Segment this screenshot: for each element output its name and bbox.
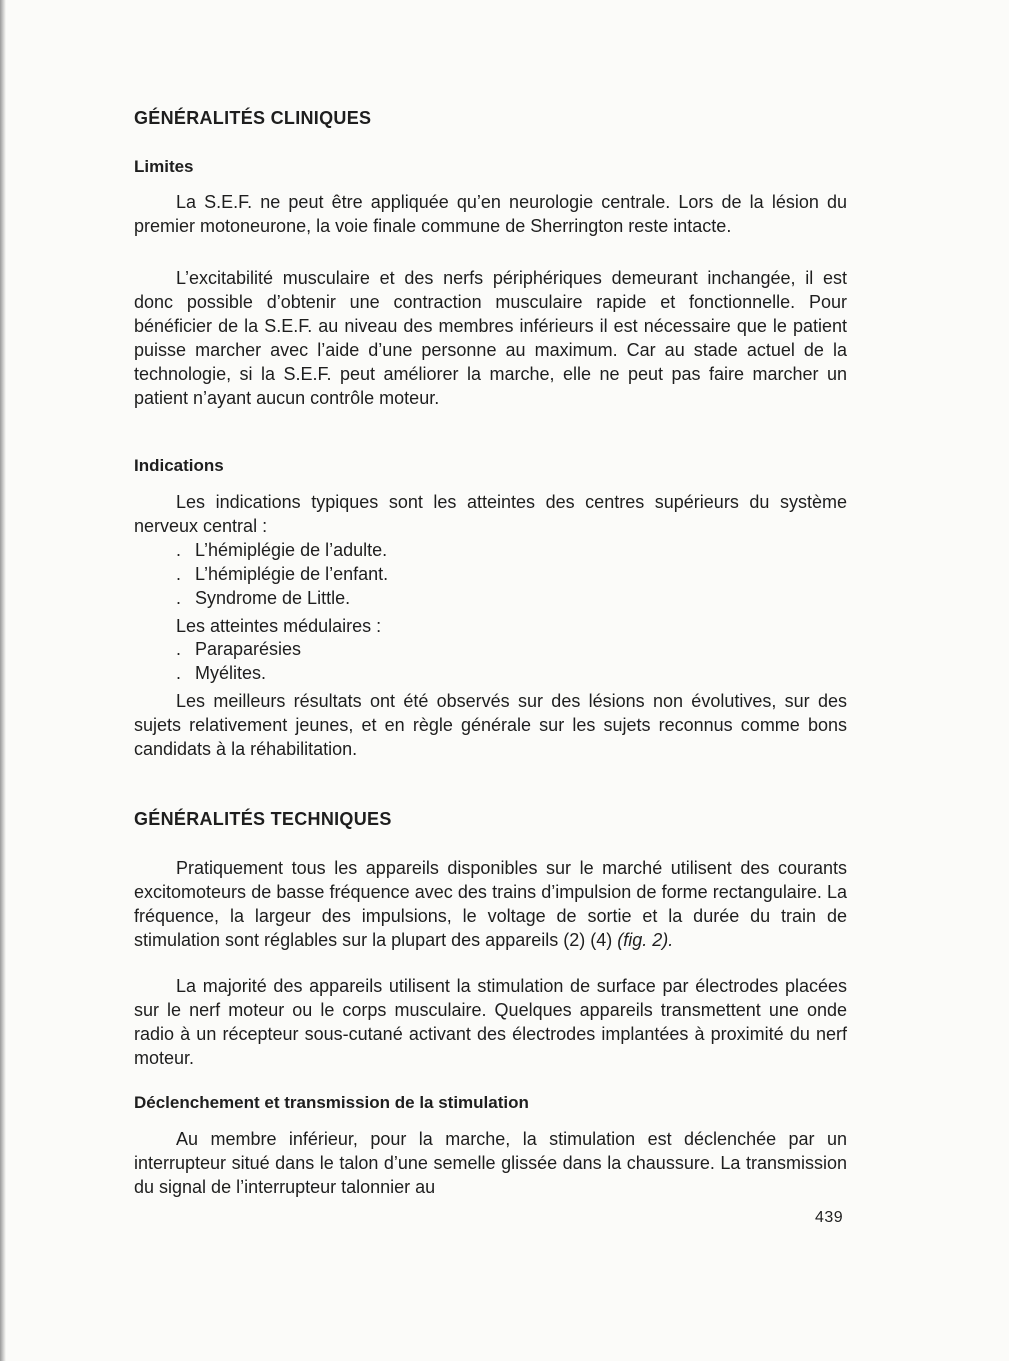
section-title-generalites-techniques: GÉNÉRALITÉS TECHNIQUES bbox=[134, 809, 392, 829]
medullary-intro: Les atteintes médulaires : bbox=[176, 616, 382, 636]
list-item: . Syndrome de Little. bbox=[176, 588, 351, 608]
list-item: . Paraparésies bbox=[176, 639, 302, 659]
binding-shadow bbox=[0, 0, 6, 1361]
page-number: 439 bbox=[815, 1209, 844, 1226]
paragraph-limites-2: L’excitabilité musculaire et des nerfs périphériques demeurant inchangée, il est donc possible d’obtenir une contraction musculaire rapide et fonctionnelle. Pour bénéficier de la S.E.F. au niveau des membres inférieurs il est nécessaire que le patient puisse marcher avec l’aide d’une personne au maximum. Car au stade actuel de la technologie, si la S.E.F. peut améliorer la marche, elle ne peut pas faire marcher un patient n’ayant aucun contrôle moteur. bbox=[134, 268, 847, 408]
medullary-list bbox=[176, 637, 301, 685]
subsection-title-limites: Limites bbox=[134, 157, 194, 176]
indications-list bbox=[176, 538, 388, 610]
paragraph-indications-intro: Les indications typiques sont les atteintes des centres supérieurs du système nerveux central : bbox=[134, 492, 847, 536]
paragraph-techniques-1: Pratiquement tous les appareils disponibles sur le marché utilisent des courants excitomoteurs de basse fréquence avec des trains d’impulsion de forme rectangulaire. La fréquence, la largeur des impulsions, le voltage de sortie et la durée du train de stimulation sont réglables sur la plupart des appareils (2) (4) (fig. 2). bbox=[134, 858, 847, 950]
list-item: . L’hémiplégie de l’enfant. bbox=[176, 564, 389, 584]
subsection-title-indications: Indications bbox=[134, 456, 224, 475]
list-item: . Myélites. bbox=[176, 663, 267, 683]
paragraph-techniques-2: La majorité des appareils utilisent la stimulation de surface par électrodes placées sur le nerf moteur ou le corps musculaire. Quelques appareils transmettent une onde radio à un récepteur sous-cutané activant des électrodes implantées à proximité du nerf moteur. bbox=[134, 976, 847, 1068]
paragraph-declenchement-1: Au membre inférieur, pour la marche, la stimulation est déclenchée par un interrupteur situé dans le talon d’une semelle glissée dans la chaussure. La transmission du signal de l’interrupteur talonnier au bbox=[134, 1129, 847, 1197]
section-title-generalites-cliniques: GÉNÉRALITÉS CLINIQUES bbox=[134, 108, 372, 128]
paragraph-indications-outro: Les meilleurs résultats ont été observés sur des lésions non évolutives, sur des sujets relativement jeunes, et en règle générale sur les sujets reconnus comme bons candidats à la réhabilitation. bbox=[134, 691, 847, 759]
subsection-title-declenchement: Déclenchement et transmission de la stimulation bbox=[134, 1093, 529, 1112]
figure-reference: (fig. 2). bbox=[617, 930, 674, 950]
list-item: . L’hémiplégie de l’adulte. bbox=[176, 540, 388, 560]
paragraph-limites-1: La S.E.F. ne peut être appliquée qu’en neurologie centrale. Lors de la lésion du premier motoneurone, la voie finale commune de Sherrington reste intacte. bbox=[134, 192, 847, 236]
